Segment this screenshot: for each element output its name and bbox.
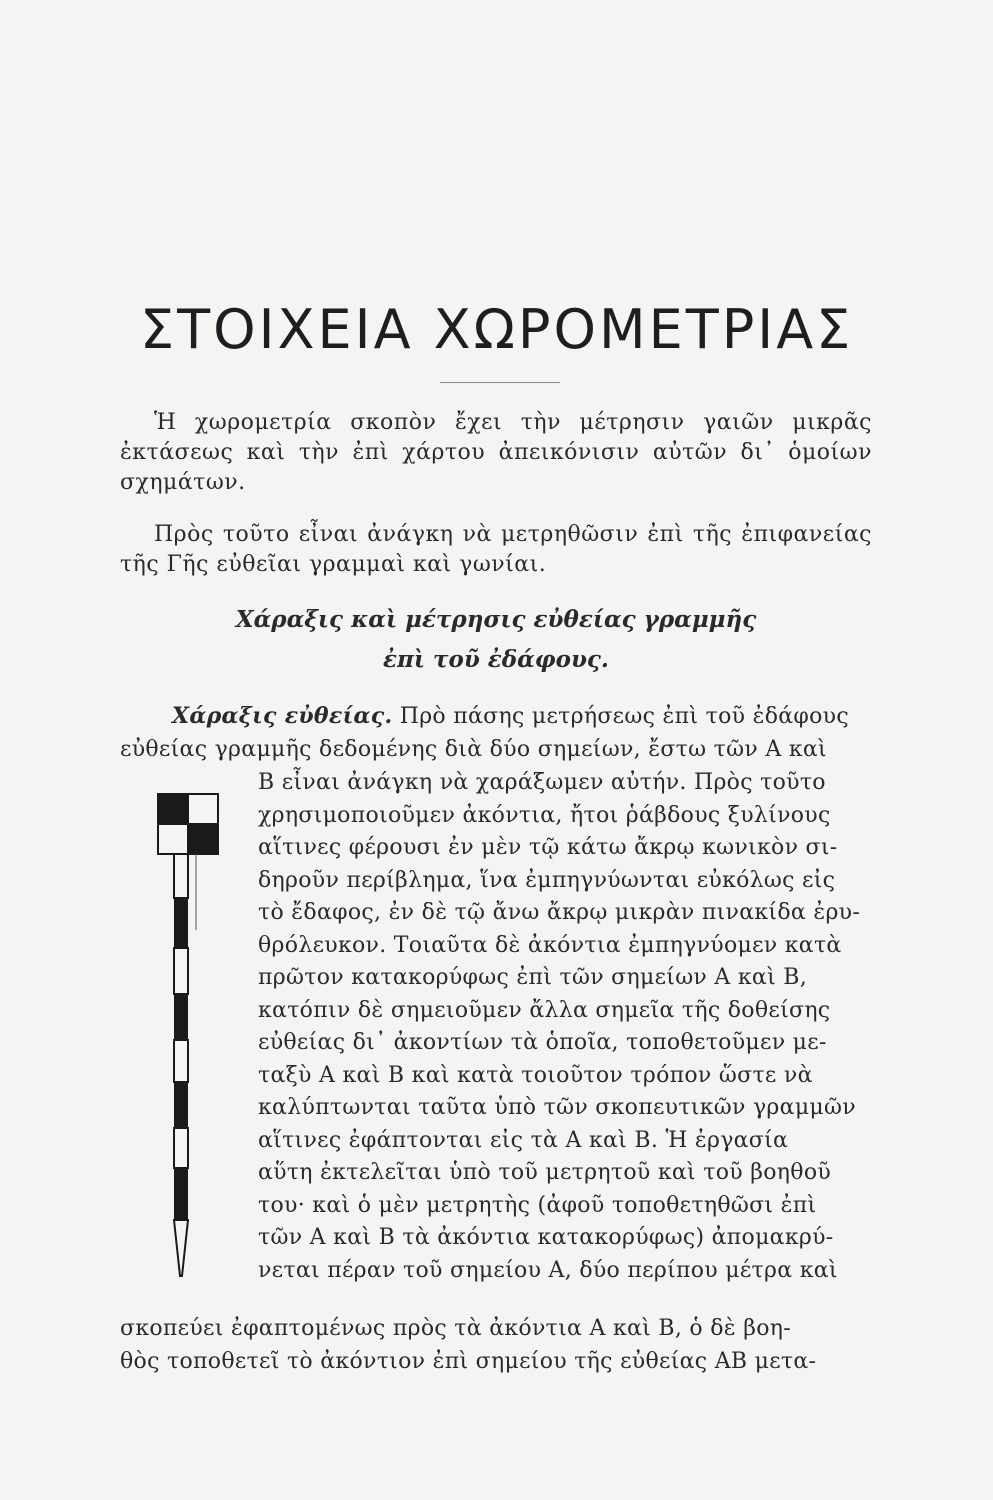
body-line: σκοπεύει ἐφαπτομένως πρὸς τὰ ἀκόντια Α καὶ Β, ὁ δὲ βοη- xyxy=(120,1316,791,1341)
body-line: του· καὶ ὁ μὲν μετρητὴς (ἀφοῦ τοποθετηθῶσι ἐπὶ xyxy=(258,1192,817,1218)
pole-segment xyxy=(174,1040,188,1082)
body-line: αὕτη ἐκτελεῖται ὑπὸ τοῦ μετρητοῦ καὶ τοῦ βοηθοῦ xyxy=(258,1160,832,1185)
body-line: καλύπτωνται ταῦτα ὑπὸ τῶν σκοπευτικῶν γραμμῶν xyxy=(258,1095,856,1120)
body-line: νεται πέραν τοῦ σημείου Α, δύο περίπου μέτρα καὶ xyxy=(258,1257,838,1283)
body-line: εὐθείας δι᾽ ἀκοντίων τὰ ὁποῖα, τοποθετοῦμεν με- xyxy=(258,1030,827,1055)
body-line: τὸ ἔδαφος, ἐν δὲ τῷ ἄνω ἄκρῳ μικρὰν πινακίδα ἐρυ- xyxy=(258,900,861,925)
pole-segments xyxy=(174,854,188,1276)
pole-segment xyxy=(174,1128,188,1168)
body-line: κατόπιν δὲ σημειοῦμεν ἄλλα σημεῖα τῆς δοθείσης xyxy=(258,997,831,1023)
body-line: εὐθείας γραμμῆς δεδομένης διὰ δύο σημείων, ἔστω τῶν Α καὶ xyxy=(120,737,827,762)
body-line: πρῶτον κατακορύφως ἐπὶ τῶν σημείων Α καὶ Β, xyxy=(258,965,808,990)
section-heading-line-2: ἐπὶ τοῦ ἐδάφους. xyxy=(383,646,609,673)
body-full-bottom xyxy=(120,1313,872,1378)
body-line: θρόλευκον. Τοιαῦτα δὲ ἀκόντια ἐμπηγνύομεν κατὰ xyxy=(258,932,842,958)
body-line: θὸς τοποθετεῖ τὸ ἀκόντιον ἐπὶ σημείου τῆς εὐθείας ΑΒ μετα- xyxy=(120,1348,817,1374)
body-line: αἵτινες φέρουσι ἐν μὲν τῷ κάτω ἄκρῳ κωνικὸν σι- xyxy=(258,835,838,860)
first-line-rest: Πρὸ πάσης μετρήσεως ἐπὶ τοῦ ἐδάφους xyxy=(399,704,849,729)
intro-paragraph-2: Πρὸς τοῦτο εἶναι ἀνάγκη νὰ μετρηθῶσιν ἐπὶ τῆς ἐπιφανείας τῆς Γῆς εὐθεῖαι γραμμαὶ καὶ γωνίαι. xyxy=(120,522,872,577)
intro-paragraph-1: Ἡ χωρομετρία σκοπὸν ἔχει τὴν μέτρησιν γαιῶν μικρᾶς ἐκτάσεως καὶ τὴν ἐπὶ χάρτου ἀπεικόνισιν αὐτῶν δι᾽ ὁμοίων σχημάτων. xyxy=(120,410,872,495)
body-full-top xyxy=(120,734,872,767)
flag-square xyxy=(158,794,188,824)
pole-segment xyxy=(174,1082,188,1128)
title-divider xyxy=(440,382,560,383)
subheading: Χάραξις εὐθείας. xyxy=(172,703,393,729)
ranging-pole-figure xyxy=(150,790,230,1290)
flag-square xyxy=(158,824,188,854)
pole-segment xyxy=(174,948,188,994)
flag-square xyxy=(188,794,218,824)
body-first-line xyxy=(120,700,872,734)
body-line: δηροῦν περίβλημα, ἵνα ἐμπηγνύωνται εὐκόλως εἰς xyxy=(258,867,836,893)
body-line: τῶν Α καὶ Β τὰ ἀκόντια κατακορύφως) ἀπομακρύ- xyxy=(258,1225,834,1250)
body-beside-figure xyxy=(258,767,872,1287)
pole-segment xyxy=(174,1168,188,1220)
body-line: Β εἶναι ἀνάγκη νὰ χαράξωμεν αὐτήν. Πρὸς τοῦτο xyxy=(258,770,826,795)
pole-segment xyxy=(174,898,188,948)
body-line: χρησιμοποιοῦμεν ἀκόντια, ἤτοι ῥάβδους ξυλίνους xyxy=(258,802,831,828)
body-line: ταξὺ Α καὶ Β καὶ κατὰ τοιοῦτον τρόπον ὥστε νὰ xyxy=(258,1062,813,1088)
page-title: ΣΤΟΙΧΕΙΑ ΧΩΡΟΜΕΤΡΙΑΣ xyxy=(140,298,854,361)
pole-segment xyxy=(174,994,188,1040)
flag-square xyxy=(188,824,218,854)
pole-segment xyxy=(174,854,188,898)
pole-tip xyxy=(174,1220,188,1276)
section-heading-line-1: Χάραξις καὶ μέτρησις εὐθείας γραμμῆς xyxy=(235,606,757,633)
body-line: αἵτινες ἐφάπτονται εἰς τὰ Α καὶ Β. Ἡ ἐργασία xyxy=(258,1127,789,1153)
